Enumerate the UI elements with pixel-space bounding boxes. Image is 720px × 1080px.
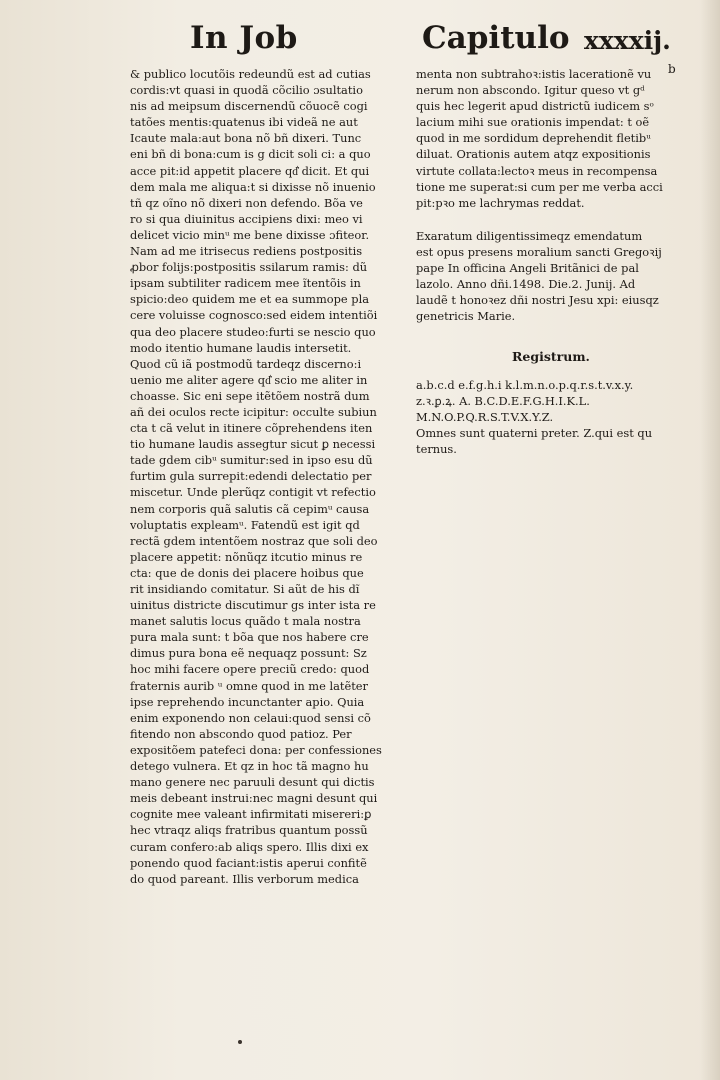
text-line: nis ad meipsum discernendũ cõuocẽ cogi <box>130 99 368 114</box>
text-line: curam confero:ab aliqs spero. Illis dixi ex <box>130 839 369 854</box>
text-line: pura mala sunt: t bõa que nos habere cre <box>130 630 369 645</box>
colophon-line: lazolo. Anno dñi.1498. Die.2. Junij. Ad <box>416 277 636 292</box>
text-line: Quod cũ iã postmodũ tardeqz discerno:i <box>130 356 362 371</box>
text-line: pit:pꝛo me lachrymas reddat. <box>416 195 585 210</box>
text-line: tio humane laudis assegtur sicut ꝑ necessi <box>130 437 376 452</box>
colophon-line: genetricis Marie. <box>416 309 516 324</box>
registrum-line: z.ꝛ.ꝑ.ꝝ. A. B.C.D.E.F.G.H.I.K.L. <box>416 394 590 409</box>
text-line: hec vtraqz aliqs fratribus quantum possũ <box>130 823 368 838</box>
text-line: detego vulnera. Et qz in hoc tã magno hu <box>130 759 369 774</box>
registrum-line: M.N.O.P.Q.R.S.T.V.X.Y.Z. <box>416 410 554 425</box>
registrum-line: ternus. <box>416 442 457 457</box>
text-line: & publico locutõis redeundũ est ad cutias <box>130 67 371 81</box>
text-line: cta: que de donis dei placere hoibus que <box>130 565 364 580</box>
page-edge-shadow <box>700 0 720 1080</box>
registrum-title: Registrum. <box>512 349 590 364</box>
text-line: nerum non abscondo. Igitur queso vt gᵈ <box>416 83 645 98</box>
text-line: ipsam subtiliter radicem mee ĩtentõis in <box>130 276 361 291</box>
text-line: cognite mee valeant infirmitati misereri:ꝑ <box>130 807 372 822</box>
text-line: rit insidiando comitatur. Si aũt de his dĩ <box>130 582 360 596</box>
text-line: do quod pareant. Illis verborum medica <box>130 871 359 886</box>
text-line: tade gdem cibᵘ sumitur:sed in ipso esu dũ <box>130 453 373 468</box>
colophon-line: est opus presens moralium sancti Gregoꝛij <box>416 245 662 260</box>
text-line: rectã gdem intentõem nostraz que soli deo <box>130 533 378 548</box>
text-line: ro si qua diuinitus accipiens dixi: meo vi <box>130 211 363 226</box>
right-text-column <box>416 66 678 211</box>
folio-number: xxxxij. <box>584 26 671 55</box>
text-line: miscetur. Unde plerũqz contigit vt refectio <box>130 485 376 500</box>
text-line: tñ qz oĩno nõ dixeri non defendo. Bõa ve <box>130 195 363 210</box>
registrum-list <box>416 377 678 457</box>
text-line: lacium mihi sue orationis impendat: t oẽ <box>416 115 650 130</box>
left-text-column <box>130 66 398 887</box>
text-line: expositõem patefeci dona: per confessiones <box>130 742 382 757</box>
text-line: acce pit:id appetit placere qd͛ dicit. Et qui <box>130 163 370 178</box>
text-line: nem corporis quã salutis cã cepimᵘ causa <box>130 501 370 516</box>
text-line: tatões mentis:quatenus ibi videã ne aut <box>130 115 358 130</box>
text-line: uinitus districte discutimur gs inter ista re <box>130 598 376 613</box>
text-line: Nam ad me itrisecus rediens postpositis <box>130 244 363 259</box>
signature-mark: b <box>668 62 676 76</box>
text-line: dem mala me aliqua:t si dixisse nõ inuenio <box>130 179 376 194</box>
text-line: meis debeant instrui:nec magni desunt qui <box>130 791 378 806</box>
text-line: cta t cã velut in itinere cõprehendens iten <box>130 421 373 436</box>
text-line: voluptatis expleamᵘ. Fatendũ est igit qd <box>130 517 360 532</box>
colophon-line: pape In officina Angeli Britãnici de pal <box>416 261 639 276</box>
text-line: manet salutis locus quãdo t mala nostra <box>130 614 361 629</box>
text-line: Icaute mala:aut bona nõ bñ dixeri. Tunc <box>130 131 362 146</box>
text-line: modo itentio humane laudis intersetit. <box>130 340 352 355</box>
text-line: ꝓbor folijs:postpositis ssilarum ramis: dũ <box>130 260 368 275</box>
text-line: qua deo placere studeo:furti se nescio quo <box>130 324 376 339</box>
text-line: añ dei oculos recte icipitur: occulte subiun <box>130 404 377 419</box>
text-line: cere voluisse cognosco:sed eidem intentiõi <box>130 308 378 323</box>
text-line: uenio me aliter agere qd͛ scio me aliter in <box>130 372 368 387</box>
registrum-line: Omnes sunt quaterni preter. Z.qui est qu <box>416 426 653 441</box>
text-line: choasse. Sic eni sepe itẽtõem nostrã dum <box>130 388 370 403</box>
text-line: diluat. Orationis autem atqz expositionis <box>416 147 651 162</box>
text-line: enim exponendo non celaui:quod sensi cõ <box>130 710 371 725</box>
text-line: quod in me sordidum deprehendit fletibᵘ <box>416 131 651 146</box>
text-line: tione me superat:si cum per me verba acci <box>416 179 663 194</box>
text-line: hoc mihi facere opere preciũ credo: quod <box>130 662 370 677</box>
text-line: ponendo quod faciant:istis aperui confitẽ <box>130 855 367 870</box>
colophon-line: Exaratum diligentissimeqz emendatum <box>416 229 643 243</box>
colophon-line: laudẽ t honoꝛez dñi nostri Jesu xpi: eiusqz <box>416 293 659 308</box>
text-line: menta non subtrahoꝛ:istis lacerationẽ vu <box>416 67 652 81</box>
text-line: mano genere nec paruuli desunt qui dictis <box>130 775 375 790</box>
text-line: fitendo non abscondo quod patioz. Per <box>130 726 352 741</box>
text-line: dimus pura bona eẽ nequaqz possunt: Sz <box>130 646 367 661</box>
running-head-right: Capitulo <box>422 20 570 56</box>
running-head-left: In Job <box>190 20 298 56</box>
text-line: quis hec legerit apud districtũ iudicem sᵒ <box>416 99 654 114</box>
registrum-line: a.b.c.d e.f.g.h.i k.l.m.n.o.p.q.r.s.t.v.x.y. <box>416 378 634 392</box>
text-line: spicio:deo quidem me et ea summope pla <box>130 292 370 307</box>
text-line: ipse reprehendo incunctanter apio. Quia <box>130 694 365 709</box>
ink-dot <box>238 1040 242 1044</box>
text-line: cordis:vt quasi in quodã cõcilio ɔsultatio <box>130 83 363 98</box>
text-line: eni bñ di bona:cum is g dicit soli ci: a quo <box>130 147 371 162</box>
text-line: placere appetit: nõnũqz itcutio minus re <box>130 549 363 564</box>
text-line: virtute collata:lectoꝛ meus in recompensa <box>416 163 658 178</box>
text-line: fraternis aurib ᵘ omne quod in me latẽter <box>130 678 368 693</box>
colophon <box>416 228 678 325</box>
text-line: delicet vicio minᵘ me bene dixisse ɔfiteor. <box>130 227 370 242</box>
text-line: furtim gula surrepit:edendi delectatio per <box>130 469 372 484</box>
